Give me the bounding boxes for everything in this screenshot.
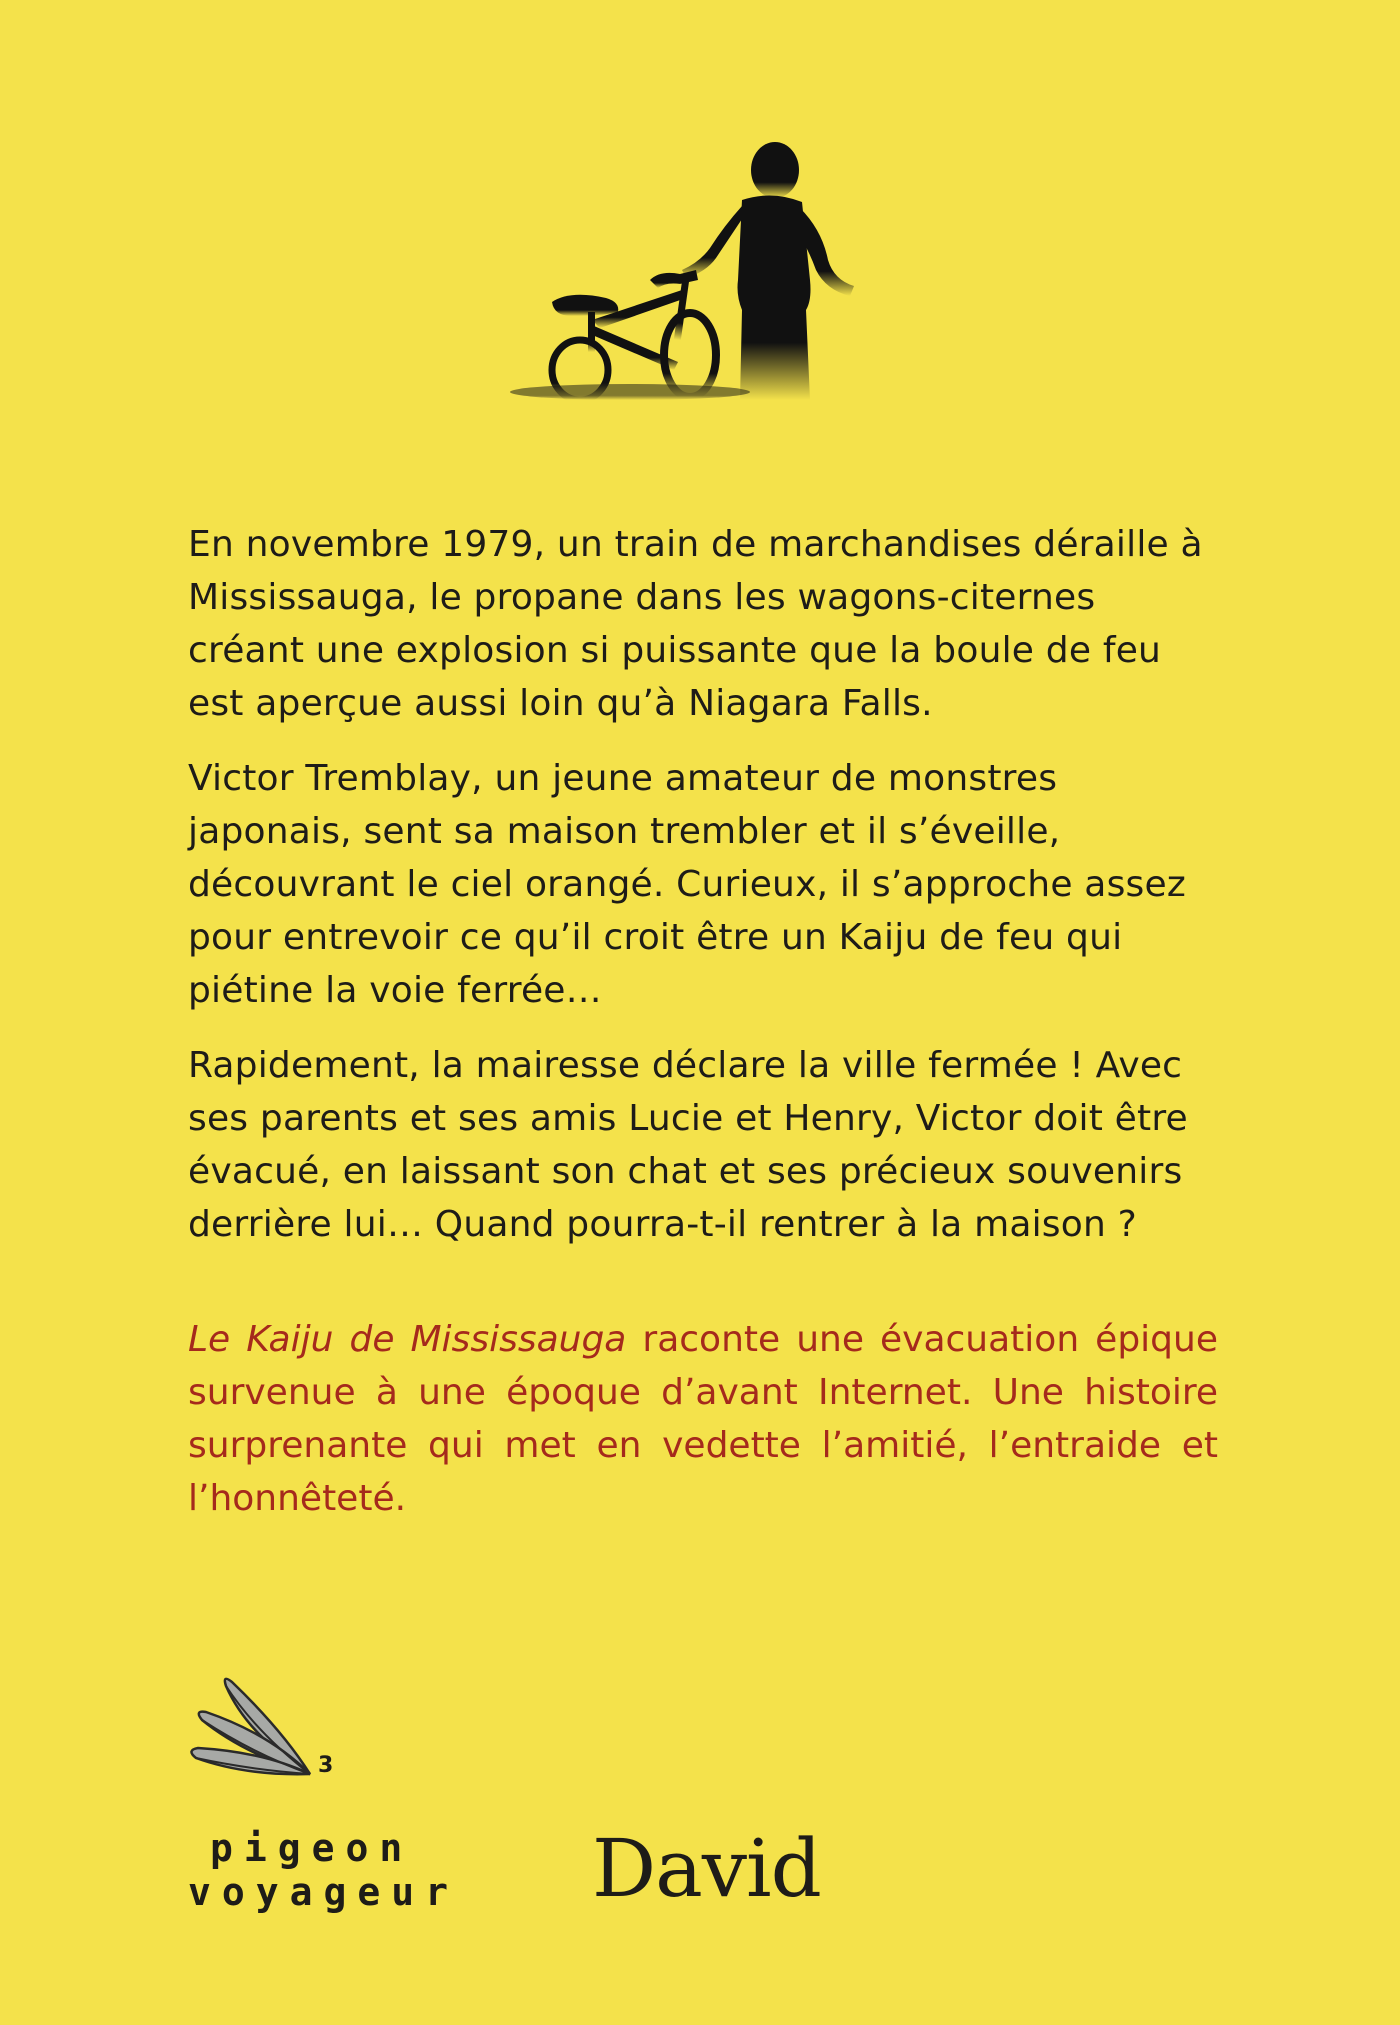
book-title: Le Kaiju de Mississauga (188, 1319, 627, 1360)
pigeon-voyageur-logo (188, 1826, 458, 1914)
back-cover-blurb (188, 518, 1218, 1273)
publisher-logo: David (592, 1822, 821, 1915)
logo-line-1: pigeon (210, 1826, 414, 1870)
logo-line-2: voyageur (188, 1870, 460, 1914)
blurb-paragraph: En novembre 1979, un train de marchandises déraille à Mississauga, le propane dans les wagons-citernes créant une explosion si puissante que la boule de feu est aperçue aussi loin qu’à Niagara Falls. (188, 524, 1203, 724)
blurb-paragraph: Rapidement, la mairesse déclare la ville fermée ! Avec ses parents et ses amis Lucie et Henry, Victor doit être évacué, en laissant son chat et ses précieux souvenirs derrière lui… Quand pourra-t-il rentrer à la maison ? (188, 1045, 1188, 1245)
blurb-paragraph: Victor Tremblay, un jeune amateur de monstres japonais, sent sa maison trembler et il s’éveille, découvrant le ciel orangé. Curieux, il s’approche assez pour entrevoir ce qu’il croit être un Kaiju de feu qui piétine la voie ferrée… (188, 758, 1186, 1011)
boy-with-bicycle-silhouette-icon (510, 130, 870, 400)
tagline (188, 1313, 1218, 1525)
tagline-text: raconte une évacuation épique survenue à une époque d’avant Internet. Une histoire surprenante qui met en vedette l’amitié, l’entraide et l’honnêteté. (188, 1319, 1218, 1519)
collection-level: 3 (318, 1753, 334, 1778)
